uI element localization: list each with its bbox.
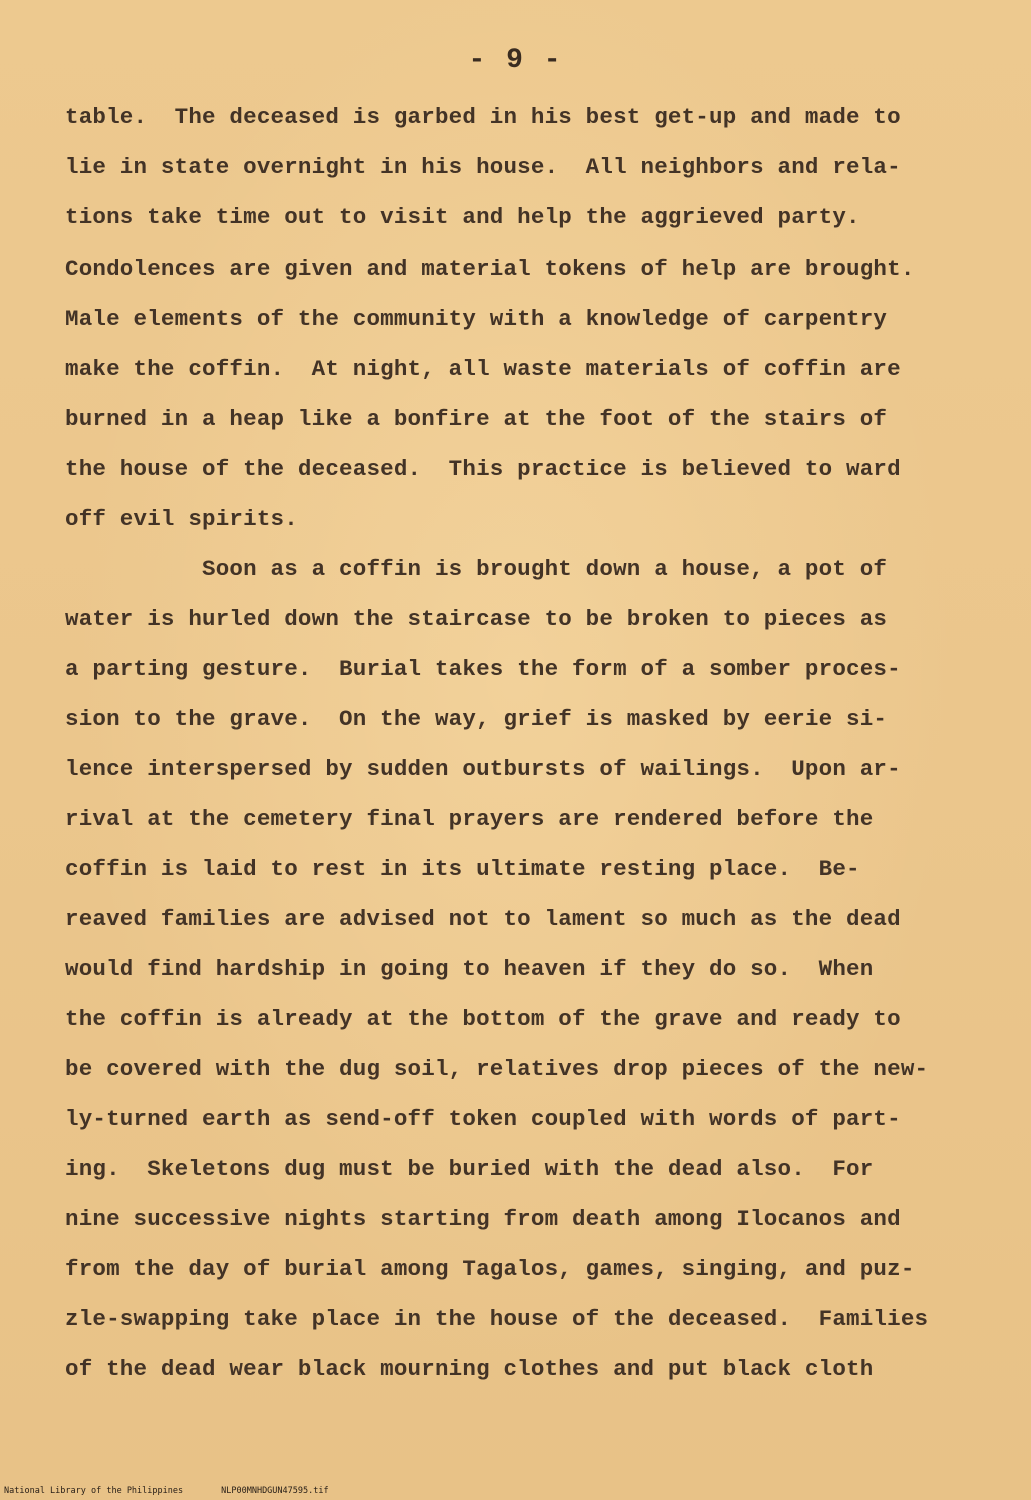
text-line: Condolences are given and material tokens of help are brought. — [65, 256, 915, 282]
text-line: would find hardship in going to heaven if they do so. When — [65, 956, 874, 982]
text-line: coffin is laid to rest in its ultimate resting place. Be- — [65, 856, 860, 882]
text-line: burned in a heap like a bonfire at the foot of the stairs of — [65, 406, 888, 432]
library-credit: National Library of the Philippines — [4, 1486, 184, 1496]
text-line: ing. Skeletons dug must be buried with the dead also. For — [65, 1156, 874, 1182]
file-name: NLP00MNHDGUN47595.tif — [221, 1486, 329, 1496]
text-line: zle-swapping take place in the house of the deceased. Families — [65, 1306, 929, 1332]
text-line: Soon as a coffin is brought down a house, a pot of — [65, 556, 888, 582]
scan-footer — [4, 1486, 367, 1496]
text-line: water is hurled down the staircase to be broken to pieces as — [65, 606, 888, 632]
text-line: a parting gesture. Burial takes the form of a somber proces- — [65, 656, 901, 682]
text-line: be covered with the dug soil, relatives drop pieces of the new- — [65, 1056, 929, 1082]
text-line: ly-turned earth as send-off token coupled with words of part- — [65, 1106, 901, 1132]
text-line: lie in state overnight in his house. All neighbors and rela- — [65, 154, 901, 180]
text-line: tions take time out to visit and help the aggrieved party. — [65, 204, 860, 230]
text-line: Male elements of the community with a knowledge of carpentry — [65, 306, 888, 332]
text-line: off evil spirits. — [65, 506, 298, 532]
text-line: table. The deceased is garbed in his best get-up and made to — [65, 104, 901, 130]
text-line: make the coffin. At night, all waste materials of coffin are — [65, 356, 901, 382]
text-line: the house of the deceased. This practice is believed to ward — [65, 456, 901, 482]
page-number: - 9 - — [468, 45, 563, 76]
text-line: nine successive nights starting from death among Ilocanos and — [65, 1206, 901, 1232]
text-line: rival at the cemetery final prayers are rendered before the — [65, 806, 874, 832]
text-line: reaved families are advised not to lament so much as the dead — [65, 906, 901, 932]
text-line: from the day of burial among Tagalos, games, singing, and puz- — [65, 1256, 915, 1282]
text-line: of the dead wear black mourning clothes and put black cloth — [65, 1356, 874, 1382]
text-line: lence interspersed by sudden outbursts of wailings. Upon ar- — [65, 756, 901, 782]
text-line: sion to the grave. On the way, grief is masked by eerie si- — [65, 706, 888, 732]
text-line: the coffin is already at the bottom of the grave and ready to — [65, 1006, 901, 1032]
